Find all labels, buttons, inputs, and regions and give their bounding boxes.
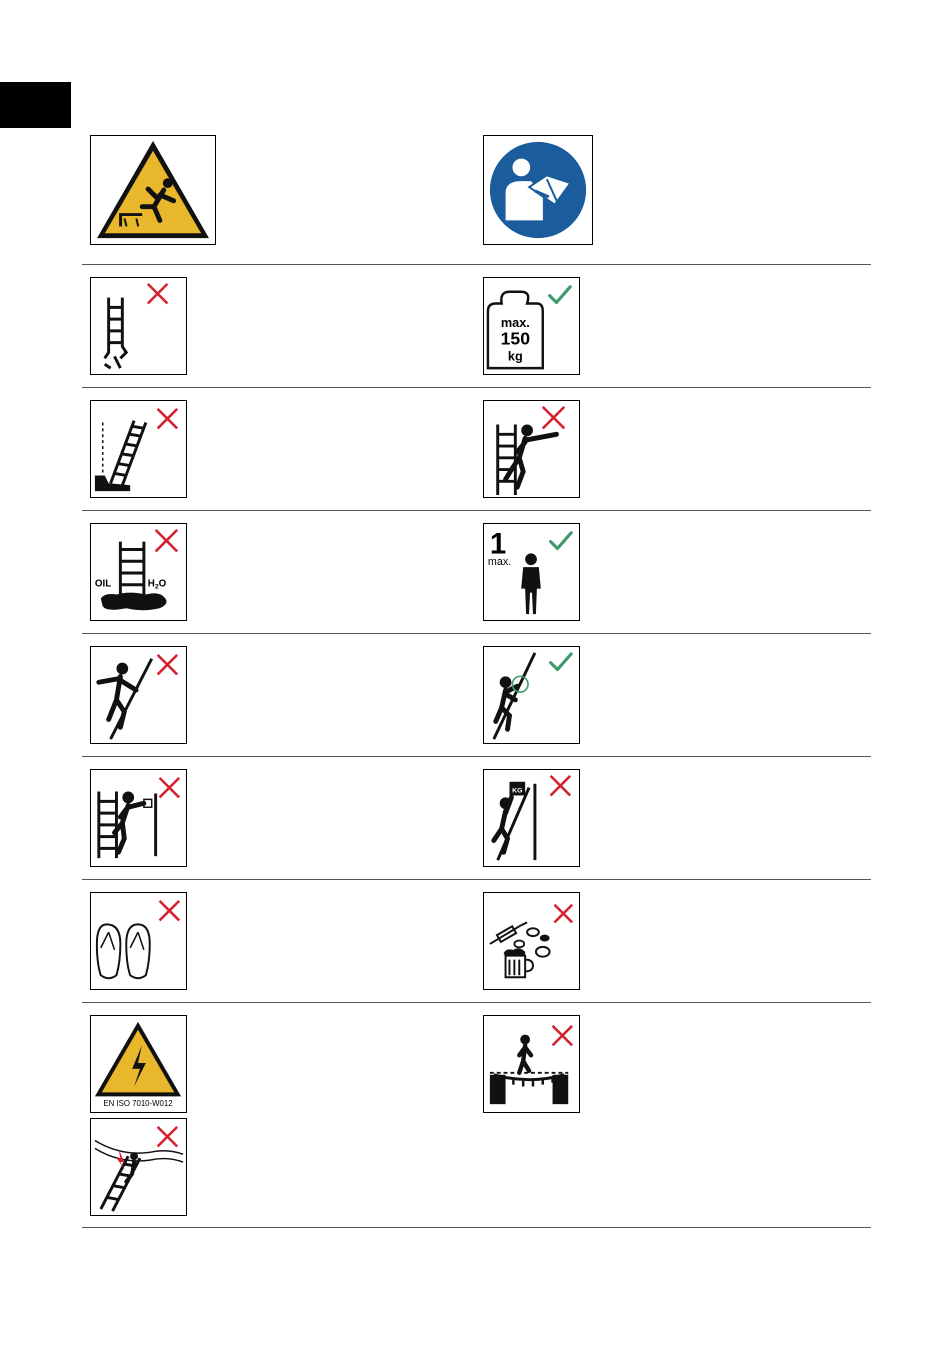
- divider: [82, 1002, 871, 1003]
- water-label-sub: 2: [154, 583, 159, 591]
- load-line1: max.: [500, 314, 530, 330]
- prohibited-cross-icon: [156, 530, 178, 552]
- water-label-o: O: [158, 578, 167, 590]
- one-person-icon: [483, 523, 580, 621]
- oil-label: OIL: [94, 578, 112, 590]
- section-tab-marker: [0, 82, 71, 128]
- prohibited-cross-icon: [555, 905, 573, 923]
- power-line-icon: [90, 1118, 187, 1216]
- electric-hazard-icon: [90, 1015, 187, 1113]
- divider: [82, 1227, 871, 1228]
- svg-text:H2O: [148, 579, 167, 591]
- divider: [82, 633, 871, 634]
- permitted-check-icon: [551, 654, 572, 670]
- divider: [82, 879, 871, 880]
- permitted-check-icon: [550, 287, 571, 303]
- carry-load-icon: [483, 769, 580, 867]
- divider: [82, 510, 871, 511]
- prohibited-cross-icon: [551, 776, 571, 796]
- electric-sign-caption: EN ISO 7010-W012: [103, 1099, 173, 1109]
- permitted-check-icon: [551, 533, 572, 549]
- side-load-icon: [90, 769, 187, 867]
- three-point-contact-icon: [483, 646, 580, 744]
- overreach-icon: [483, 400, 580, 498]
- read-manual-icon: [483, 135, 593, 245]
- prohibited-cross-icon: [158, 409, 178, 429]
- damaged-ladder-icon: [90, 277, 187, 375]
- max-persons-number: 1: [489, 527, 507, 561]
- flip-flops-icon: [90, 892, 187, 990]
- prohibited-cross-icon: [148, 284, 168, 304]
- prohibited-cross-icon: [543, 407, 565, 429]
- divider: [82, 264, 871, 265]
- max-persons-label: max.: [487, 556, 512, 569]
- prohibited-cross-icon: [158, 655, 178, 675]
- slippery-surface-icon: [90, 523, 187, 621]
- prohibited-cross-icon: [160, 901, 180, 921]
- intoxication-icon: [483, 892, 580, 990]
- load-line2: 150: [500, 328, 531, 349]
- prohibited-cross-icon: [160, 778, 180, 798]
- load-line3: kg: [507, 348, 523, 364]
- prohibited-cross-icon: [553, 1026, 573, 1046]
- bridge-use-icon: [483, 1015, 580, 1113]
- max-load-icon: [483, 277, 580, 375]
- prohibited-cross-icon: [158, 1127, 178, 1147]
- ladder-angle-icon: [90, 400, 187, 498]
- facing-away-icon: [90, 646, 187, 744]
- fall-hazard-warning-icon: [90, 135, 216, 245]
- box-label: KG: [512, 787, 523, 795]
- divider: [82, 756, 871, 757]
- divider: [82, 387, 871, 388]
- water-label-h: H: [147, 578, 155, 590]
